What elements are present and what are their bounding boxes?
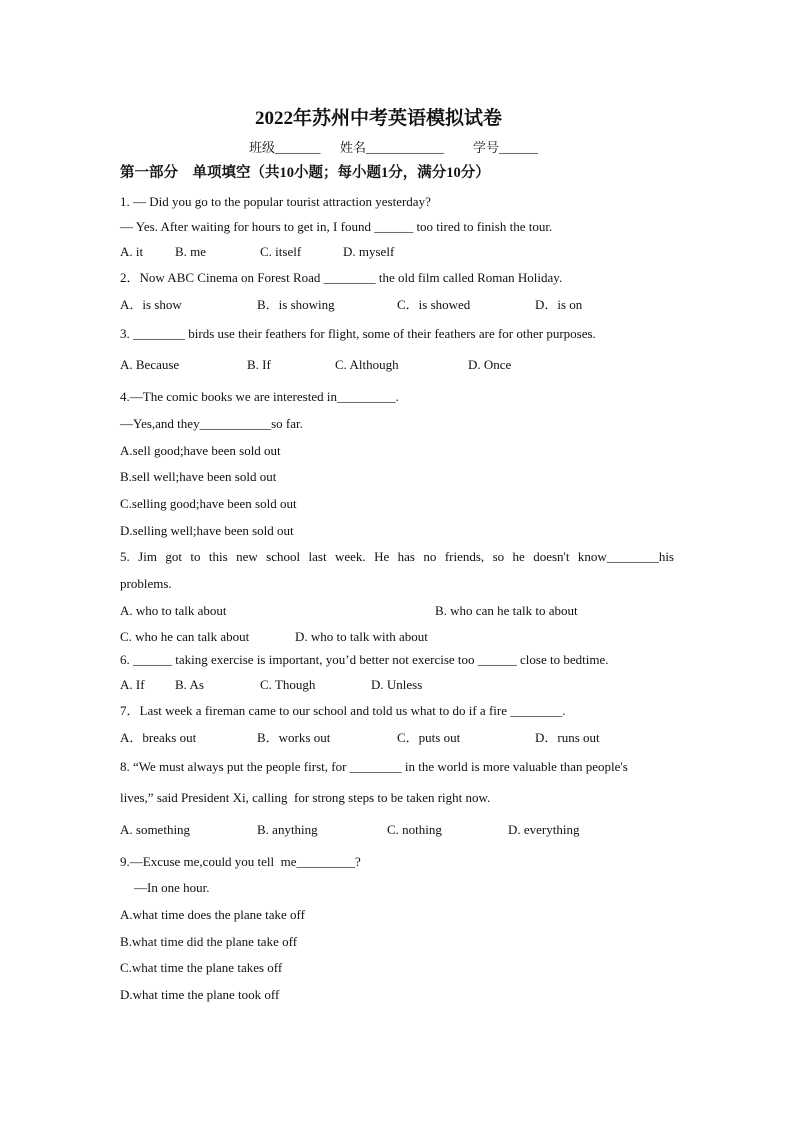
option-a: A. something — [120, 822, 191, 837]
option-a: A. who to talk about — [120, 603, 227, 618]
option-c: C. nothing — [387, 822, 442, 837]
question-stem: problems. — [120, 576, 172, 591]
question-stem: 4.—The comic books we are interested in_________. — [120, 389, 399, 404]
question-stem: 3. ________ birds use their feathers for flight, some of their feathers are for other purposes. — [120, 326, 596, 341]
option-a: A.sell good;have been sold out — [120, 443, 281, 458]
student-number-field: 学号______ — [473, 140, 539, 155]
question-stem: 6. ______ taking exercise is important, you’d better not exercise too ______ close to bedtime. — [120, 652, 609, 667]
option-d: D. Unless — [371, 677, 423, 692]
option-a: A. it — [120, 244, 144, 259]
option-d: D. myself — [343, 244, 395, 259]
option-b: B. As — [175, 677, 204, 692]
option-c: C．puts out — [397, 730, 461, 745]
option-d: D. Once — [468, 357, 512, 372]
option-c: C. Although — [335, 357, 399, 372]
option-c: C.what time the plane takes off — [120, 960, 283, 975]
option-b: B．is showing — [257, 297, 335, 312]
option-d: D. everything — [508, 822, 580, 837]
option-b: B. anything — [257, 822, 318, 837]
option-b: B. who can he talk to about — [435, 603, 578, 618]
option-d: D．runs out — [535, 730, 600, 745]
option-a: A.what time does the plane take off — [120, 907, 305, 922]
option-a: A. If — [120, 677, 145, 692]
option-a: A．breaks out — [120, 730, 197, 745]
option-c: C．is showed — [397, 297, 471, 312]
question-stem: — Yes. After waiting for hours to get in, I found ______ too tired to finish the tour. — [120, 219, 553, 234]
option-d: D.selling well;have been sold out — [120, 523, 294, 538]
option-c: C. Though — [260, 677, 316, 692]
question-stem: —In one hour. — [134, 880, 210, 895]
option-b: B. me — [175, 244, 207, 259]
question-stem: —Yes,and they___________so far. — [120, 416, 303, 431]
option-d: D.what time the plane took off — [120, 987, 280, 1002]
question-stem: 5. Jim got to this new school last week. He has no friends, so he doesn't know________his — [120, 549, 674, 564]
question-stem: lives,” said President Xi, calling for strong steps to be taken right now. — [120, 790, 491, 805]
class-field: 班级_______ — [249, 140, 321, 155]
question-stem: 9.—Excuse me,could you tell me_________? — [120, 854, 361, 869]
option-a: A．is show — [120, 297, 182, 312]
option-c: C.selling good;have been sold out — [120, 496, 297, 511]
option-a: A. Because — [120, 357, 180, 372]
question-stem: 2．Now ABC Cinema on Forest Road ________ the old film called Roman Holiday. — [120, 270, 563, 285]
question-stem: 7．Last week a fireman came to our school and told us what to do if a fire ________. — [120, 703, 566, 718]
question-stem: 1. — Did you go to the popular tourist attraction yesterday? — [120, 194, 431, 209]
option-b: B.sell well;have been sold out — [120, 469, 277, 484]
section-title: 第一部分 单项填空（共10小题；每小题1分，满分10分） — [120, 165, 490, 181]
option-c: C. itself — [260, 244, 302, 259]
option-d: D．is on — [535, 297, 583, 312]
question-stem: 8. “We must always put the people first, for ________ in the world is more valuable than people's — [120, 759, 628, 774]
option-d: D. who to talk with about — [295, 629, 428, 644]
page-title: 2022年苏州中考英语模拟试卷 — [255, 108, 503, 129]
option-b: B．works out — [257, 730, 331, 745]
option-c: C. who he can talk about — [120, 629, 250, 644]
option-b: B. If — [247, 357, 271, 372]
option-b: B.what time did the plane take off — [120, 934, 298, 949]
name-field: 姓名____________ — [340, 140, 445, 155]
